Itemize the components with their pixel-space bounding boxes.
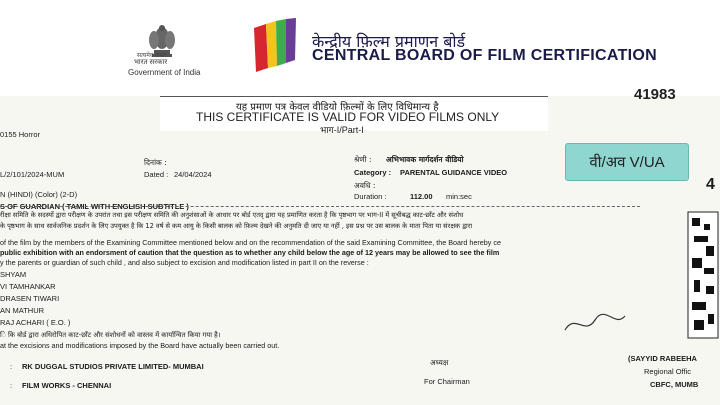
edge-digit: 4 <box>706 176 715 193</box>
category-value-hindi: अभिभावक मार्गदर्शन वीडियो <box>386 155 464 164</box>
committee-member-2: VI TAMHANKAR <box>0 282 56 291</box>
rating-badge <box>565 143 689 181</box>
chairman-english: For Chairman <box>424 377 470 386</box>
producer-name: FILM WORKS - CHENNAI <box>22 381 112 390</box>
chairman-hindi: अध्यक्ष <box>430 358 449 367</box>
rating-badge-text: वी/अव V/UA <box>589 154 665 171</box>
category-value-english: PARENTAL GUIDANCE VIDEO <box>400 168 508 177</box>
date-label-hindi: दिनांक : <box>144 158 167 167</box>
committee-member-5: RAJ ACHARI ( E.O. ) <box>0 318 71 327</box>
date-label-english: Dated : <box>144 170 169 179</box>
validity-text-hindi: यह प्रमाण पत्र केवल वीडियो फ़िल्मों के लिए विधिमान्य है <box>236 102 439 113</box>
category-label-english: Category : <box>354 168 392 177</box>
footer-english: at the excisions and modifications imposed by the Board have actually been carried out. <box>0 341 280 350</box>
emblem-caption-hindi: भारत सरकार <box>134 59 168 66</box>
applicant-label: : <box>10 362 13 371</box>
certificate-number: 41983 <box>634 86 676 103</box>
duration-label-english: Duration : <box>354 192 387 201</box>
board-name-english: CENTRAL BOARD OF FILM CERTIFICATION <box>312 47 657 64</box>
duration-value: 112.00 <box>410 192 433 201</box>
film-format: N (HINDI) (Color) (2-D) <box>0 190 78 199</box>
emblem-motto: सत्यमेव जयते <box>137 53 167 59</box>
body-english-line-1: of the film by the members of the Examining Committee mentioned below and on the recommendation of the said Examining Committee, the Board hereby ce <box>0 238 501 247</box>
validity-text-english: THIS CERTIFICATE IS VALID FOR VIDEO FILMS ONLY <box>196 110 500 124</box>
emblem-caption-english: Government of India <box>128 68 201 77</box>
committee-member-1: SHYAM <box>0 270 27 279</box>
film-title-line: S OF GUARDIAN ( TAMIL WITH ENGLISH SUBTITLE ) <box>0 202 189 211</box>
duration-label-hindi: अवधि : <box>354 181 376 190</box>
committee-member-4: AN MATHUR <box>0 306 45 315</box>
body-hindi-line-1: रीक्षा समिति के सदस्यों द्वारा परीक्षण के उपरांत तथा इस परीक्षण समिति की अनुशंसाओं के आधार पर बोर्ड एतद् द्वारा यह प्रमाणित करता है कि पृष्ठभाग पर भाग-II में सूचीबद्ध काट-छाँट और संशोध <box>0 211 464 219</box>
dashed-divider <box>0 206 640 207</box>
certificate-reference: L/2/101/2024-MUM <box>0 170 65 179</box>
category-label-hindi: श्रेणी : <box>354 155 372 164</box>
cbfc-logo-icon <box>246 16 302 76</box>
body-english-line-3: y the parents or guardian of such child , and also subject to excision and modification listed in part II on the reverse : <box>0 258 369 267</box>
footer-hindi: ि कि बोर्ड द्वारा अधिरोपित काट-छाँट और संशोधनों को वास्तव में कार्यान्वित किया गया है। <box>0 331 221 339</box>
date-value: 24/04/2024 <box>174 170 212 179</box>
duration-unit: min:sec <box>446 192 472 201</box>
file-fragment: 0155 Horror <box>0 130 41 139</box>
applicant-name: RK DUGGAL STUDIOS PRIVATE LIMITED- MUMBAI <box>22 362 204 371</box>
officer-office: CBFC, MUMB <box>650 380 699 389</box>
body-hindi-line-2: के पृष्ठभाग के साथ सार्वजनिक प्रदर्शन के लिए उपयुक्त है कि 12 वर्ष से कम आयु के किसी बालक को फ़िल्म देखने की अनुमति दी जाए या नहीं , इस प्रश्न पर उस बालक के माता पिता या संरक्षक द्वारा <box>0 222 473 230</box>
qr-code-icon <box>686 210 720 340</box>
officer-name: (SAYYID RABEEHA <box>628 354 697 363</box>
producer-label: : <box>10 381 13 390</box>
committee-member-3: DRASEN TIWARI <box>0 294 60 303</box>
body-english-line-2: public exhibition with an endorsment of caution that the question as to whether any child below the age of 12 years may be allowed to see the film <box>0 248 500 257</box>
signature-icon <box>560 308 630 338</box>
board-name-hindi: केन्द्रीय फ़िल्म प्रमाणन बोर्ड <box>312 32 466 51</box>
officer-title: Regional Offic <box>644 367 691 376</box>
validity-part: भाग-I/Part-I <box>320 125 364 135</box>
